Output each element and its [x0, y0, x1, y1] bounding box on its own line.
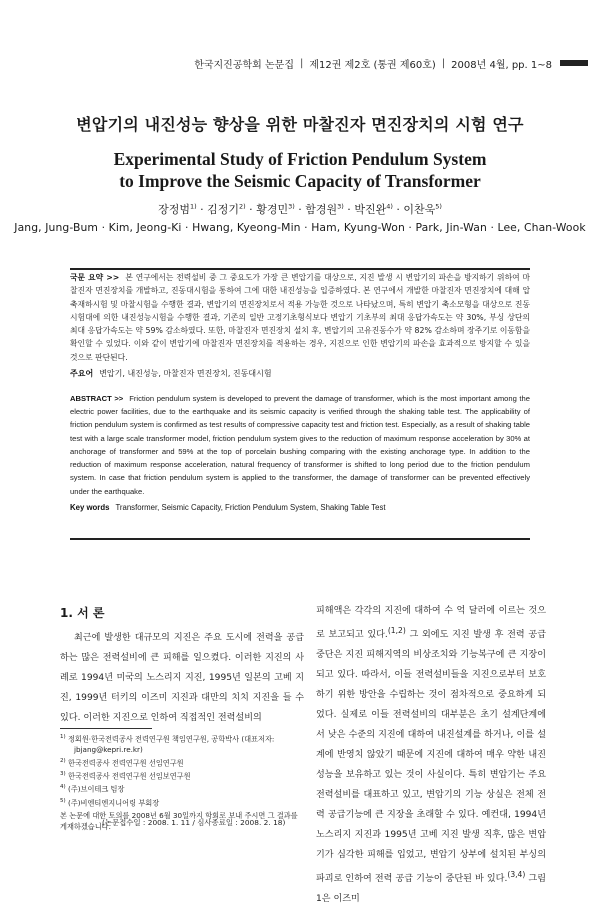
- author-affiliation-mark: 5): [435, 202, 442, 211]
- journal-date-pages: 2008년 4월, pp. 1~8: [451, 59, 552, 71]
- submission-dates: (논문접수일 : 2008. 1. 11 / 심사종료일 : 2008. 2. 18): [102, 818, 286, 827]
- title-english-line-1: Experimental Study of Friction Pendulum System: [113, 149, 487, 169]
- keywords-korean: [70, 367, 530, 380]
- body-column-right: [316, 601, 546, 909]
- intro-paragraph-right: [316, 601, 546, 909]
- author-name: 함경원: [305, 203, 338, 216]
- author-name: 장정범: [158, 203, 190, 216]
- journal-volume: 제12권 제2호 (통권 제60호): [309, 59, 436, 71]
- footnote-item: [60, 782, 305, 795]
- keywords-english: [70, 501, 530, 514]
- journal-name: 한국지진공학회 논문집: [194, 59, 294, 71]
- footnote-text: 한국전력공사 전력연구원 선임연구원: [67, 758, 184, 768]
- author-separator: ·: [294, 203, 306, 216]
- footnote-mark: 4): [60, 784, 66, 791]
- footnote-text: 정회원·한국전력공사 전력연구원 책임연구원, 공학박사 (대표저자: jbjang@kepri.re.kr): [67, 734, 275, 755]
- abstract-english-text: Friction pendulum system is developed to prevent the damage of transformer, which is the most important among the electric power facilities, due to the earthquake and its seismic capacity is verified through the shaking table test. The applicability of friction pendulum system is confirmed as test results of compressive capacity test and friction test. Especially, as a result of shaking table test with a large scale transformer model, friction pendulum system gives to the reduction of maximum response acceleration by 30% at anchorage of transformer and 59% at the top of porcelain bushing comparing with the existing anchorage type. In addition to the reduction of maximum response acceleration, natural frequency of transformer is shifted to long period due to the friction pendulum system. In case that friction pendulum system is applied to the transformer, the damage of transformer can be prevented effectively under the earthquake.: [70, 394, 530, 496]
- keywords-korean-label: 주요어: [70, 369, 94, 379]
- author-name: 김정기: [207, 203, 240, 216]
- intro-right-part-1: 피해액은 각각의 지진에 대하여 수 억 달러에 이르는 것으로 보고되고 있다.: [316, 606, 546, 641]
- abstract-korean-label: 국문 요약 >>: [70, 273, 120, 282]
- authors-english: Jang, Jung-Bum · Kim, Jeong-Ki · Hwang, Kyeong-Min · Ham, Kyung-Won · Park, Jin-Wan · Lee, Chan-Wook: [14, 221, 586, 234]
- title-english: [0, 148, 600, 192]
- author-affiliation-mark: 3): [288, 202, 295, 211]
- intro-right-part-2: 그 외에도 지진 발생 후 전력 공급 중단은 지진 피해지역의 비상조치와 기능복구에 큰 지장이 되고 있다. 따라서, 이들 전력설비들을 지진으로부터 보호하기 위한 방안을 수립하는 것이 점차적으로 중요하게 되었다. 실제로 이들 전력설비의 대부분은 초기 설계단계에서 낮은 수준의 지진에 대하여 내진설계를 하거나, 이를 설계에 반영치 않았기 때문에 지진에 대하여 매우 약한 내진성능을 보유하고 있는 것이 사실이다. 특히 변압기는 주요 전력설비를 대표하고 있고, 변압기의 기능 상실은 전체 전력 공급기능에 큰 지장을 초래할 수 있다. 예컨대, 1994년 노스리지 지진과 1995년 고베 지진 발생 직후, 많은 변압기가 심각한 피해를 입었고, 변압기 상부에 설치된 부싱의 파괴로 인하여 전력 공급 기능이 중단된 바 있다.: [316, 630, 547, 885]
- footnote-item: [60, 756, 305, 769]
- footnote-text: (주)비엔티엔지니어링 부회장: [67, 797, 160, 807]
- authors-korean: [0, 201, 600, 217]
- author-name: 박진완: [354, 203, 387, 216]
- header-separator: |: [441, 57, 446, 69]
- footnote-mark: 1): [60, 734, 66, 740]
- author-name: 이찬욱: [403, 203, 436, 216]
- citation-ref-1: (1,2): [387, 626, 406, 635]
- citation-ref-2: (3,4): [507, 870, 526, 880]
- intro-right-part-3: 그림 1은 이즈미: [316, 874, 546, 905]
- journal-header: [150, 54, 588, 72]
- author-affiliation-mark: 4): [386, 202, 393, 211]
- title-english-line-2: to Improve the Seismic Capacity of Transformer: [119, 171, 481, 191]
- author-affiliation-mark: 3): [337, 202, 344, 211]
- header-bar-mark: [560, 60, 588, 66]
- footnote-item: [60, 769, 305, 782]
- footnote-mark: 5): [60, 797, 66, 804]
- author-separator: ·: [245, 203, 257, 216]
- header-separator: |: [299, 57, 304, 69]
- footnote-item: [60, 732, 305, 756]
- keywords-korean-text: 변압기, 내진성능, 마찰진자 면진장치, 진동대시험: [99, 369, 272, 379]
- abstract-english: [70, 392, 530, 498]
- discussion-note: 본 논문에 대한 토의를 2008년 6월 30일까지 학회로 보내 주시면 그 결과를 게재하겠습니다.: [60, 810, 298, 831]
- footnote-text: 한국전력공사 전력연구원 선임보연구원: [67, 771, 191, 781]
- author-separator: ·: [392, 203, 404, 216]
- keywords-english-text: Transformer, Seismic Capacity, Friction Pendulum System, Shaking Table Test: [115, 502, 386, 512]
- abstract-korean: [70, 271, 530, 364]
- author-separator: ·: [196, 203, 208, 216]
- keywords-english-label: Key words: [70, 502, 110, 512]
- abstract-english-label: ABSTRACT >>: [70, 394, 124, 404]
- footnote-mark: 3): [60, 771, 66, 778]
- abstract-box: [70, 268, 530, 540]
- author-name: 황경민: [256, 203, 289, 216]
- body-column-left: [60, 628, 304, 728]
- section-title-introduction: 1. 서 론: [60, 606, 105, 620]
- footnote-mark: 2): [60, 757, 66, 764]
- footnote-rule: [60, 728, 152, 729]
- author-affiliation-mark: 1): [189, 202, 197, 211]
- footnote-item: [60, 796, 305, 809]
- footnote-text: (주)브이테크 팀장: [67, 784, 125, 794]
- abstract-korean-text: 본 연구에서는 전력설비 중 그 중요도가 가장 큰 변압기를 대상으로, 지진 발생 시 변압기의 파손을 방지하기 위하여 마찰진자 면진장치를 개발하고, 진동대시험을 통하여 그에 대한 내진성능을 입증하였다. 본 연구에서 개발한 마찰진자 면진장치에 대해 압축재하시험 및 마찰시험을 수행한 결과, 변압기의 면진장치로서 적용 가능한 것으로 나타났으며, 특히 변압기 축소모형을 대상으로 진동시험대에 의한 내진성능시험을 수행한 결과, 기존의 일반 고정기초형식보다 변압기 기초부의 최대 응답가속도는 약 30%, 부싱 상단의 최대 응답가속도는 약 59% 감소하였다. 또한, 마찰진자 면진장치 설치 후, 변압기의 고유진동수가 약 82% 감소하며 장주기로 이동함을 확인할 수 있었다. 이와 같이 변압기에 마찰진자 면진장치를 적용하는 경우, 지진으로 인한 변압기의 파손을 효과적으로 방지할 수 있을 것으로 판단된다.: [70, 273, 530, 362]
- title-korean: 변압기의 내진성능 향상을 위한 마찰진자 면진장치의 시험 연구: [76, 115, 524, 134]
- author-separator: ·: [343, 203, 355, 216]
- intro-paragraph-left: 최근에 발생한 대규모의 지진은 주요 도시에 전력을 공급하는 많은 전력설비에 큰 피해를 일으켰다. 이러한 지진의 사례로 1994년 미국의 노스리지 지진, 1995년 일본의 고베 지진, 1999년 터키의 이즈미 지진과 대만의 치치 지진을 들 수 있다. 이러한 지진으로 인하여 직접적인 전력설비의: [60, 633, 304, 723]
- author-affiliation-mark: 2): [239, 202, 246, 211]
